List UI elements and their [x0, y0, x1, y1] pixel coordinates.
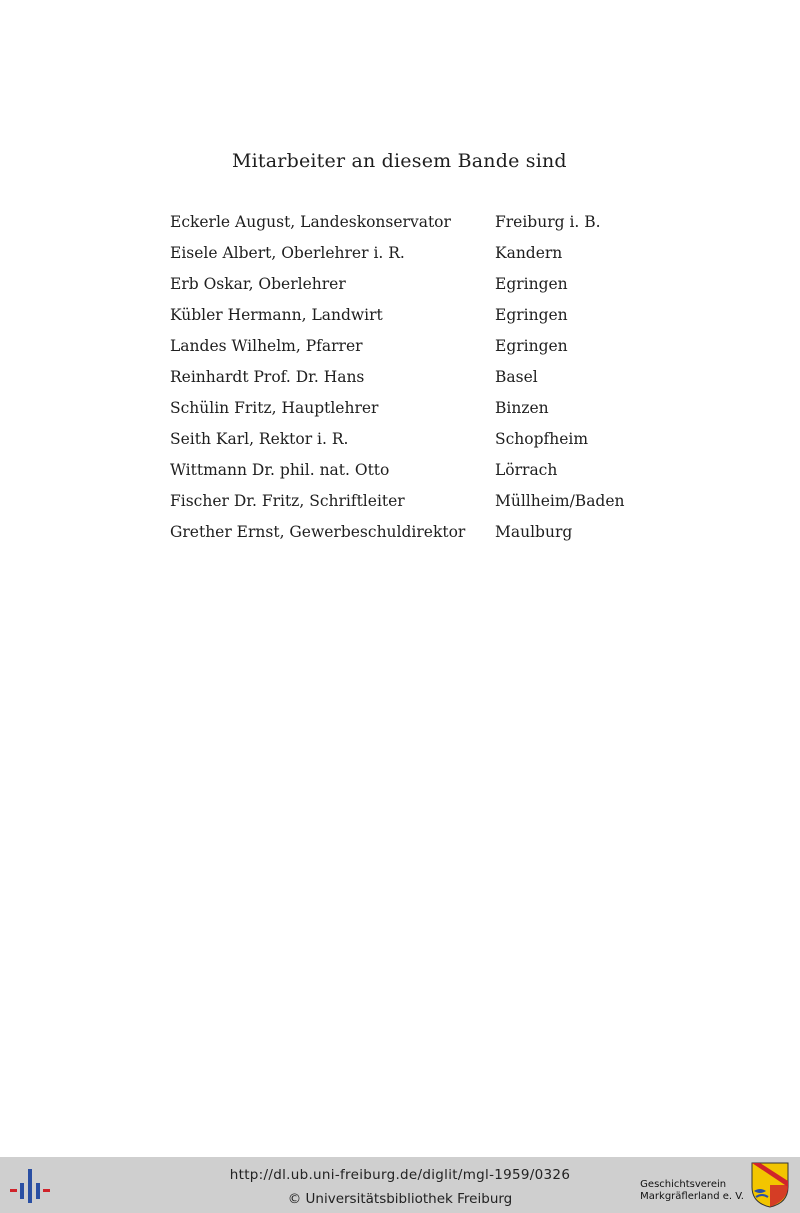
- list-item: [170, 270, 640, 301]
- page-heading: Mitarbeiter an diesem Bande sind: [232, 150, 567, 172]
- contributor-name: Erb Oskar, Oberlehrer: [170, 275, 346, 293]
- contributor-place: Kandern: [495, 244, 563, 262]
- society-name: [640, 1179, 744, 1203]
- contributor-list: [170, 208, 640, 549]
- list-item: [170, 208, 640, 239]
- society-name-line2: Markgräflerland e. V.: [640, 1191, 744, 1202]
- list-item: [170, 425, 640, 456]
- contributor-place: Freiburg i. B.: [495, 213, 601, 231]
- contributor-name: Eckerle August, Landeskonservator: [170, 213, 451, 231]
- contributor-name: Landes Wilhelm, Pfarrer: [170, 337, 363, 355]
- list-item: [170, 301, 640, 332]
- copyright-text: © Universitätsbibliothek Freiburg: [287, 1191, 513, 1207]
- contributor-name: Schülin Fritz, Hauptlehrer: [170, 399, 379, 417]
- contributor-place: Egringen: [495, 306, 568, 324]
- contributor-place: Schopfheim: [495, 430, 589, 448]
- footer-bar: [0, 1157, 800, 1213]
- list-item: [170, 332, 640, 363]
- contributor-name: Reinhardt Prof. Dr. Hans: [170, 368, 365, 386]
- contributor-place: Maulburg: [495, 523, 573, 541]
- contributor-name: Kübler Hermann, Landwirt: [170, 306, 383, 324]
- contributor-name: Wittmann Dr. phil. nat. Otto: [170, 461, 390, 479]
- contributor-name: Fischer Dr. Fritz, Schriftleiter: [170, 492, 405, 510]
- list-item: [170, 239, 640, 270]
- list-item: [170, 394, 640, 425]
- list-item: [170, 518, 640, 549]
- contributor-name: Eisele Albert, Oberlehrer i. R.: [170, 244, 405, 262]
- contributor-place: Binzen: [495, 399, 549, 417]
- society-name-line1: Geschichtsverein: [640, 1179, 727, 1190]
- contributor-name: Grether Ernst, Gewerbeschuldirektor: [170, 523, 466, 541]
- list-item: [170, 456, 640, 487]
- list-item: [170, 487, 640, 518]
- coat-of-arms-icon: [750, 1161, 790, 1209]
- contributor-place: Egringen: [495, 275, 568, 293]
- contributor-place: Müllheim/Baden: [495, 492, 625, 510]
- contributor-place: Egringen: [495, 337, 568, 355]
- permalink-url[interactable]: http://dl.ub.uni-freiburg.de/diglit/mgl-1959/0326: [229, 1167, 571, 1183]
- contributor-place: Basel: [495, 368, 538, 386]
- contributor-place: Lörrach: [495, 461, 558, 479]
- list-item: [170, 363, 640, 394]
- contributor-name: Seith Karl, Rektor i. R.: [170, 430, 349, 448]
